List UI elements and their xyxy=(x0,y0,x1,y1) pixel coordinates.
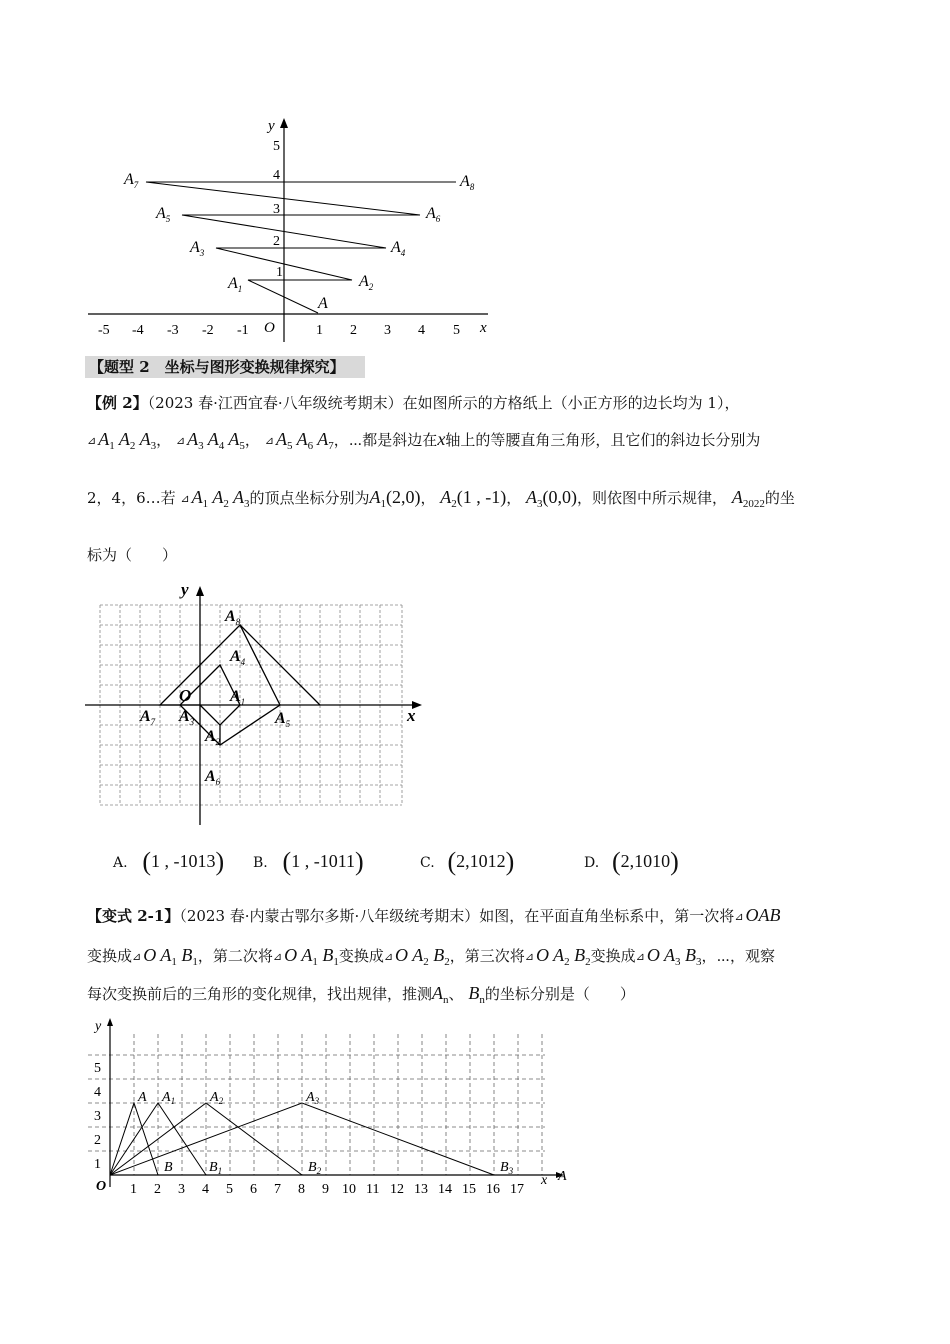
label-A: A xyxy=(318,295,328,312)
point-labels xyxy=(139,608,291,787)
option-d-value: 2,1010 xyxy=(620,851,671,871)
label-A5: $A_5$ xyxy=(156,205,171,224)
variant-line3: 每次变换前后的三角形的变化规律，找出规律，推测$A_n$、 $B_n$的坐标分别是（ ） xyxy=(87,983,635,1006)
x-tick: 9 xyxy=(322,1182,329,1197)
y-ticks xyxy=(94,1061,101,1172)
coord-a2: $A_2(1$ , -1) xyxy=(440,487,507,510)
x-tick: -2 xyxy=(202,323,214,338)
x-tick: 5 xyxy=(453,323,460,338)
x-tick: 16 xyxy=(486,1182,500,1197)
x-tick: 1 xyxy=(316,323,323,338)
label-A3: $A_3$ xyxy=(190,239,205,258)
tri-oa1b1: ⊿ O $A_1$ $B_1$ xyxy=(132,945,198,968)
y-tick: 2 xyxy=(94,1133,101,1148)
label-A7: $A_7$ xyxy=(140,708,156,727)
origin-label: O xyxy=(179,686,192,705)
example2-line4: 标为（ ） xyxy=(87,546,178,564)
label-A1: $A_1$ xyxy=(162,1090,176,1106)
label-B: B xyxy=(164,1160,173,1175)
label-A: A xyxy=(138,1090,147,1105)
label-A1: $A_1$ xyxy=(230,688,246,707)
y-tick: 1 xyxy=(276,265,283,280)
y-arrow-icon xyxy=(196,586,204,596)
coord-a1: $A_1(2,0)$ xyxy=(369,487,421,510)
a2022: $A_{2022}$ xyxy=(731,487,765,510)
bn: $B_n$ xyxy=(468,983,485,1006)
x-tick: 15 xyxy=(462,1182,476,1197)
y-tick: 2 xyxy=(273,234,280,249)
tri-oa1b1-2: ⊿ O $A_1$ $B_1$ xyxy=(272,945,339,968)
variant-line1: 【变式 2-1】（2023 春·内蒙古鄂尔多斯·八年级统考期末）如图，在平面直角坐标系中，第一次将⊿ OAB xyxy=(87,905,781,925)
triangle-a1a2a3-ref: ⊿ $A_1$ $A_2$ $A_3$ xyxy=(180,487,250,510)
figure-zigzag-points xyxy=(80,110,500,350)
option-a-value: 1 , -1013 xyxy=(151,851,216,871)
option-c[interactable]: C. (2,1012) xyxy=(420,847,515,876)
y-axis-label: y xyxy=(268,118,275,134)
label-A6: $A_6$ xyxy=(426,205,441,224)
line2-text: 都是斜边在 xyxy=(362,431,438,449)
example2-line1 xyxy=(87,392,739,414)
tri-oa2b2-2: ⊿ O $A_2$ $B_2$ xyxy=(524,945,591,968)
label-B1: $B_1$ xyxy=(209,1160,223,1176)
line3-mid: 的顶点坐标分别为 xyxy=(249,489,370,507)
label-A8: $A_8$ xyxy=(225,608,241,627)
x-tick: 3 xyxy=(178,1182,185,1197)
label-A2: $A_2$ xyxy=(210,1090,224,1106)
x-tick: 11 xyxy=(366,1182,380,1197)
y-tick: 5 xyxy=(94,1061,101,1076)
x-tick: 1 xyxy=(130,1182,137,1197)
x-axis-label: x xyxy=(480,320,487,336)
x-tick: 14 xyxy=(438,1182,452,1197)
x-tick: -3 xyxy=(167,323,179,338)
tri-oab: ⊿ OAB xyxy=(734,905,781,925)
x-tick: 2 xyxy=(154,1182,161,1197)
label-A5: $A_5$ xyxy=(275,710,291,729)
example2-source: （2023 春·江西宜春·八年级统考期末）在如图所示的方格纸上（小正方形的边长均为 1）， xyxy=(147,394,740,412)
label-A4: $A_4$ xyxy=(391,239,406,258)
x-tick: -1 xyxy=(237,323,249,338)
section-heading: 【题型 2 坐标与图形变换规律探究】 xyxy=(85,356,365,378)
y-tick: 4 xyxy=(94,1085,101,1100)
x-tick: 17 xyxy=(510,1182,524,1197)
figure-transform-triangles xyxy=(80,1012,580,1202)
label-A6: $A_6$ xyxy=(205,768,221,787)
y-ticks xyxy=(273,139,283,280)
example2-line3: 2，4，6…若 ⊿ $A_1$ $A_2$ $A_3$的顶点坐标分别为$A_1(2,0)$， $A_2(1$ , -1)， $A_3(0,0)$，则依图中所示规律， $A_{2022}$的坐 xyxy=(87,487,795,510)
label-A8: $A_8$ xyxy=(460,173,475,192)
triangle-a5a6a7: ⊿ $A_5$ $A_6$ $A_7$，⋯ xyxy=(264,429,363,452)
x-tick: 13 xyxy=(414,1182,428,1197)
x-tick: 10 xyxy=(342,1182,356,1197)
tri-oa3b3: ⊿ O $A_3$ $B_3$ xyxy=(635,945,702,968)
y-tick: 5 xyxy=(273,139,280,154)
coord-a3: $A_3(0,0)$ xyxy=(526,487,578,510)
option-b-value: 1 , -1011 xyxy=(291,851,356,871)
variant-line2: 变换成⊿ O $A_1$ $B_1$，第二次将⊿ O $A_1$ $B_1$变换成⊿ O $A_2$ $B_2$，第三次将⊿ O $A_2$ $B_2$变换成⊿ O $A_3$ $B_3$，⋯，观察 xyxy=(87,945,776,968)
example2-line2 xyxy=(87,428,760,457)
x-tick: -4 xyxy=(132,323,144,338)
y-axis-label: y xyxy=(95,1019,102,1034)
y-arrow-icon xyxy=(107,1018,113,1026)
label-A1: $A_1$ xyxy=(228,275,243,294)
axis-end-label: A xyxy=(558,1169,567,1184)
line2-text2: 轴上的等腰直角三角形，且它们的斜边长分别为 xyxy=(445,431,761,449)
figure-nested-triangles xyxy=(85,575,430,830)
x-tick: 3 xyxy=(384,323,391,338)
line2-x: x xyxy=(437,429,446,449)
variant-tag: 【变式 2-1】 xyxy=(87,907,180,925)
x-ticks xyxy=(130,1182,524,1197)
x-tick: 6 xyxy=(250,1182,257,1197)
x-tick: 7 xyxy=(274,1182,281,1197)
x-tick: 2 xyxy=(350,323,357,338)
y-tick: 1 xyxy=(94,1157,101,1172)
y-arrow-icon xyxy=(280,118,288,128)
label-A2: $A_2$ xyxy=(359,273,374,292)
option-c-value: 2,1012 xyxy=(456,851,506,871)
label-A3: $A_3$ xyxy=(179,708,195,727)
label-B3: $B_3$ xyxy=(500,1160,514,1176)
label-A4: $A_4$ xyxy=(230,648,246,667)
x-tick: 4 xyxy=(202,1182,209,1197)
x-axis-label: x xyxy=(407,706,416,725)
line3-start: 2，4，6…若 xyxy=(87,489,176,507)
y-tick: 3 xyxy=(94,1109,101,1124)
line3-rule: ，则依图中所示规律， xyxy=(577,489,728,507)
label-A7: $A_7$ xyxy=(124,171,139,190)
option-a[interactable]: A. (1 , -1013) xyxy=(113,847,225,876)
option-d[interactable]: D. (2,1010) xyxy=(584,847,679,876)
triangle-a3a4a5: ⊿ $A_3$ $A_4$ $A_5$， xyxy=(175,429,260,452)
x-tick: 12 xyxy=(390,1182,404,1197)
origin-label: O xyxy=(96,1179,107,1194)
line3-end: 的坐 xyxy=(764,489,795,507)
option-b[interactable]: B. (1 , -1011) xyxy=(253,847,364,876)
label-B2: $B_2$ xyxy=(308,1160,322,1176)
x-tick: 8 xyxy=(298,1182,305,1197)
origin-label: O xyxy=(264,320,275,336)
an: $A_n$ xyxy=(432,983,449,1006)
y-tick: 4 xyxy=(273,168,280,183)
x-axis-label: x xyxy=(541,1173,548,1188)
y-tick: 3 xyxy=(273,202,280,217)
label-A3: $A_3$ xyxy=(306,1090,320,1106)
x-tick: 4 xyxy=(418,323,425,338)
label-A2: $A_2$ xyxy=(205,728,221,747)
x-tick: -5 xyxy=(98,323,110,338)
x-ticks xyxy=(98,323,460,338)
tri-oa2b2: ⊿ O $A_2$ $B_2$ xyxy=(383,945,450,968)
example2-tag: 【例 2】 xyxy=(87,394,148,412)
x-tick: 5 xyxy=(226,1182,233,1197)
triangle-a1a2a3: ⊿ $A_1$ $A_2$ $A_3$， xyxy=(87,429,172,452)
point-labels xyxy=(123,171,475,312)
y-axis-label: y xyxy=(181,580,189,599)
